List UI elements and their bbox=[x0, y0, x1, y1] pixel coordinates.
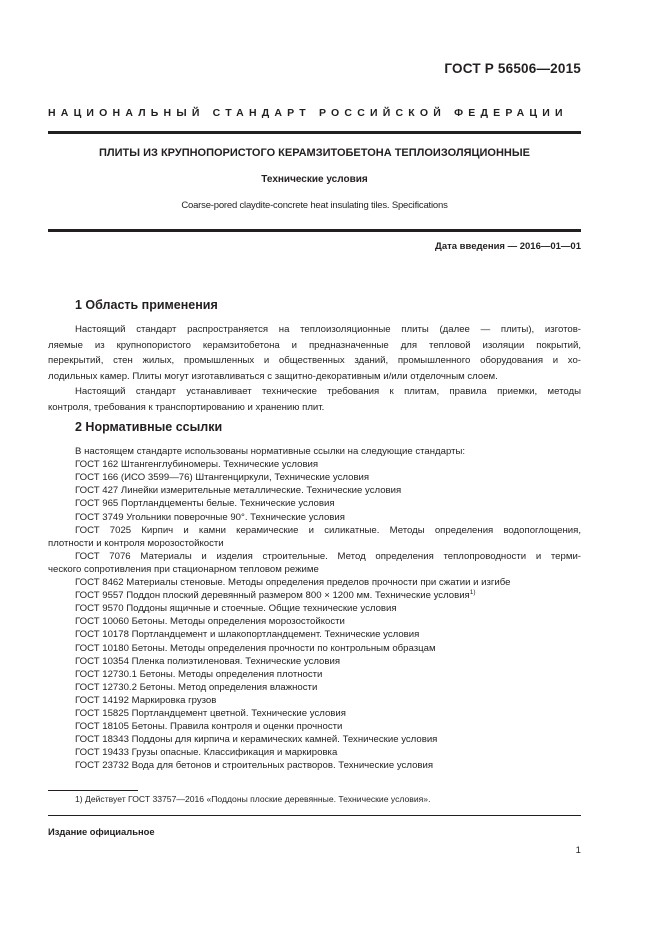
reference-item-continuation: плотности и контроля морозостойкости bbox=[48, 537, 224, 549]
section-1-paragraph-1-line-1: Настоящий стандарт распространяется на теплоизоляционные плиты (далее — плиты), изготов- bbox=[75, 324, 581, 335]
reference-item: ГОСТ 162 Штангенглубиномеры. Технические условия bbox=[75, 459, 319, 471]
reference-item: ГОСТ 10180 Бетоны. Методы определения прочности по контрольным образцам bbox=[75, 642, 436, 654]
reference-item: ГОСТ 23732 Вода для бетонов и строительных растворов. Технические условия bbox=[75, 760, 434, 772]
section-2-heading: 2 Нормативные ссылки bbox=[75, 420, 223, 434]
edition-label: Издание официальное bbox=[48, 826, 155, 837]
reference-item: ГОСТ 14192 Маркировка грузов bbox=[75, 694, 217, 706]
document-subtitle: Технические условия bbox=[261, 174, 368, 185]
section-1-paragraph-2-line-1: Настоящий стандарт устанавливает технические требования к плитам, правила приемки, методы bbox=[75, 386, 581, 397]
footer-rule bbox=[48, 815, 581, 816]
section-1-heading: 1 Область применения bbox=[75, 298, 218, 312]
section-1-paragraph-1-line-4: лодильных камер. Плиты могут изготавливаться с защитно-декоративным и/или отделочным слоем. bbox=[48, 370, 498, 382]
reference-item-continuation: ческого сопротивления при стационарном тепловом режиме bbox=[48, 563, 319, 575]
section-1-paragraph-2-line-2: контроля, требования к транспортированию и хранению плит. bbox=[48, 401, 325, 413]
reference-item: ГОСТ 19433 Грузы опасные. Классификация и маркировка bbox=[75, 747, 338, 759]
reference-item-with-footnote bbox=[75, 589, 581, 602]
footnote-marker: 1) bbox=[469, 589, 476, 597]
page-number: 1 bbox=[575, 845, 581, 856]
footnote-rule bbox=[48, 790, 138, 791]
reference-item: ГОСТ 15825 Портландцемент цветной. Технические условия bbox=[75, 708, 346, 719]
reference-item: ГОСТ 166 (ИСО 3599—76) Штангенциркули, Технические условия bbox=[75, 472, 370, 484]
document-code: ГОСТ Р 56506—2015 bbox=[444, 61, 581, 76]
reference-item: ГОСТ 8462 Материалы стеновые. Методы определения пределов прочности при сжатии и изгибе bbox=[75, 577, 511, 588]
reference-item: ГОСТ 12730.2 Бетоны. Метод определения влажности bbox=[75, 681, 318, 693]
top-rule bbox=[48, 131, 581, 134]
footnote-text: 1) Действует ГОСТ 33757—2016 «Поддоны плоские деревянные. Технические условия». bbox=[75, 794, 431, 804]
reference-item: ГОСТ 18105 Бетоны. Правила контроля и оценки прочности bbox=[75, 721, 343, 733]
reference-item: ГОСТ 965 Портландцементы белые. Технические условия bbox=[75, 498, 335, 510]
reference-item: ГОСТ 10178 Портландцемент и шлакопортландцемент. Технические условия bbox=[75, 629, 420, 641]
document-title: ПЛИТЫ ИЗ КРУПНОПОРИСТОГО КЕРАМЗИТОБЕТОНА ТЕПЛОИЗОЛЯЦИОННЫЕ bbox=[99, 147, 530, 159]
english-title: Coarse-pored claydite-concrete heat insulating tiles. Specifications bbox=[181, 200, 448, 211]
reference-item: ГОСТ 18343 Поддоны для кирпича и керамических камней. Технические условия bbox=[75, 734, 438, 746]
section-1-paragraph-1-line-2: ляемые из крупнопористого керамзитобетона и предназначенные для тепловой изоляции покрытий, bbox=[48, 339, 581, 351]
reference-item: ГОСТ 7025 Кирпич и камни керамические и силикатные. Методы определения водопоглощения, bbox=[75, 524, 581, 536]
references-intro: В настоящем стандарте использованы нормативные ссылки на следующие стандарты: bbox=[75, 446, 466, 457]
introduction-date: Дата введения — 2016—01—01 bbox=[435, 241, 581, 252]
reference-item: ГОСТ 10354 Пленка полиэтиленовая. Технические условия bbox=[75, 655, 341, 667]
national-standard-heading: НАЦИОНАЛЬНЫЙ СТАНДАРТ РОССИЙСКОЙ ФЕДЕРАЦИИ bbox=[48, 107, 568, 119]
reference-item: ГОСТ 7076 Материалы и изделия строительные. Метод определения теплопроводности и терми- bbox=[75, 550, 581, 562]
reference-item: ГОСТ 427 Линейки измерительные металлические. Технические условия bbox=[75, 485, 402, 497]
reference-text: ГОСТ 9557 Поддон плоский деревянный размером 800 × 1200 мм. Технические условия bbox=[75, 590, 470, 602]
reference-item: ГОСТ 12730.1 Бетоны. Методы определения плотности bbox=[75, 668, 323, 680]
title-bottom-rule bbox=[48, 229, 581, 232]
reference-item: ГОСТ 9570 Поддоны ящичные и стоечные. Общие технические условия bbox=[75, 603, 397, 615]
reference-item: ГОСТ 3749 Угольники поверочные 90°. Технические условия bbox=[75, 511, 345, 523]
reference-item: ГОСТ 10060 Бетоны. Методы определения морозостойкости bbox=[75, 616, 345, 628]
section-1-paragraph-1-line-3: перекрытий, стен жилых, промышленных и общественных зданий, промышленного оборудования и хо- bbox=[48, 355, 581, 366]
